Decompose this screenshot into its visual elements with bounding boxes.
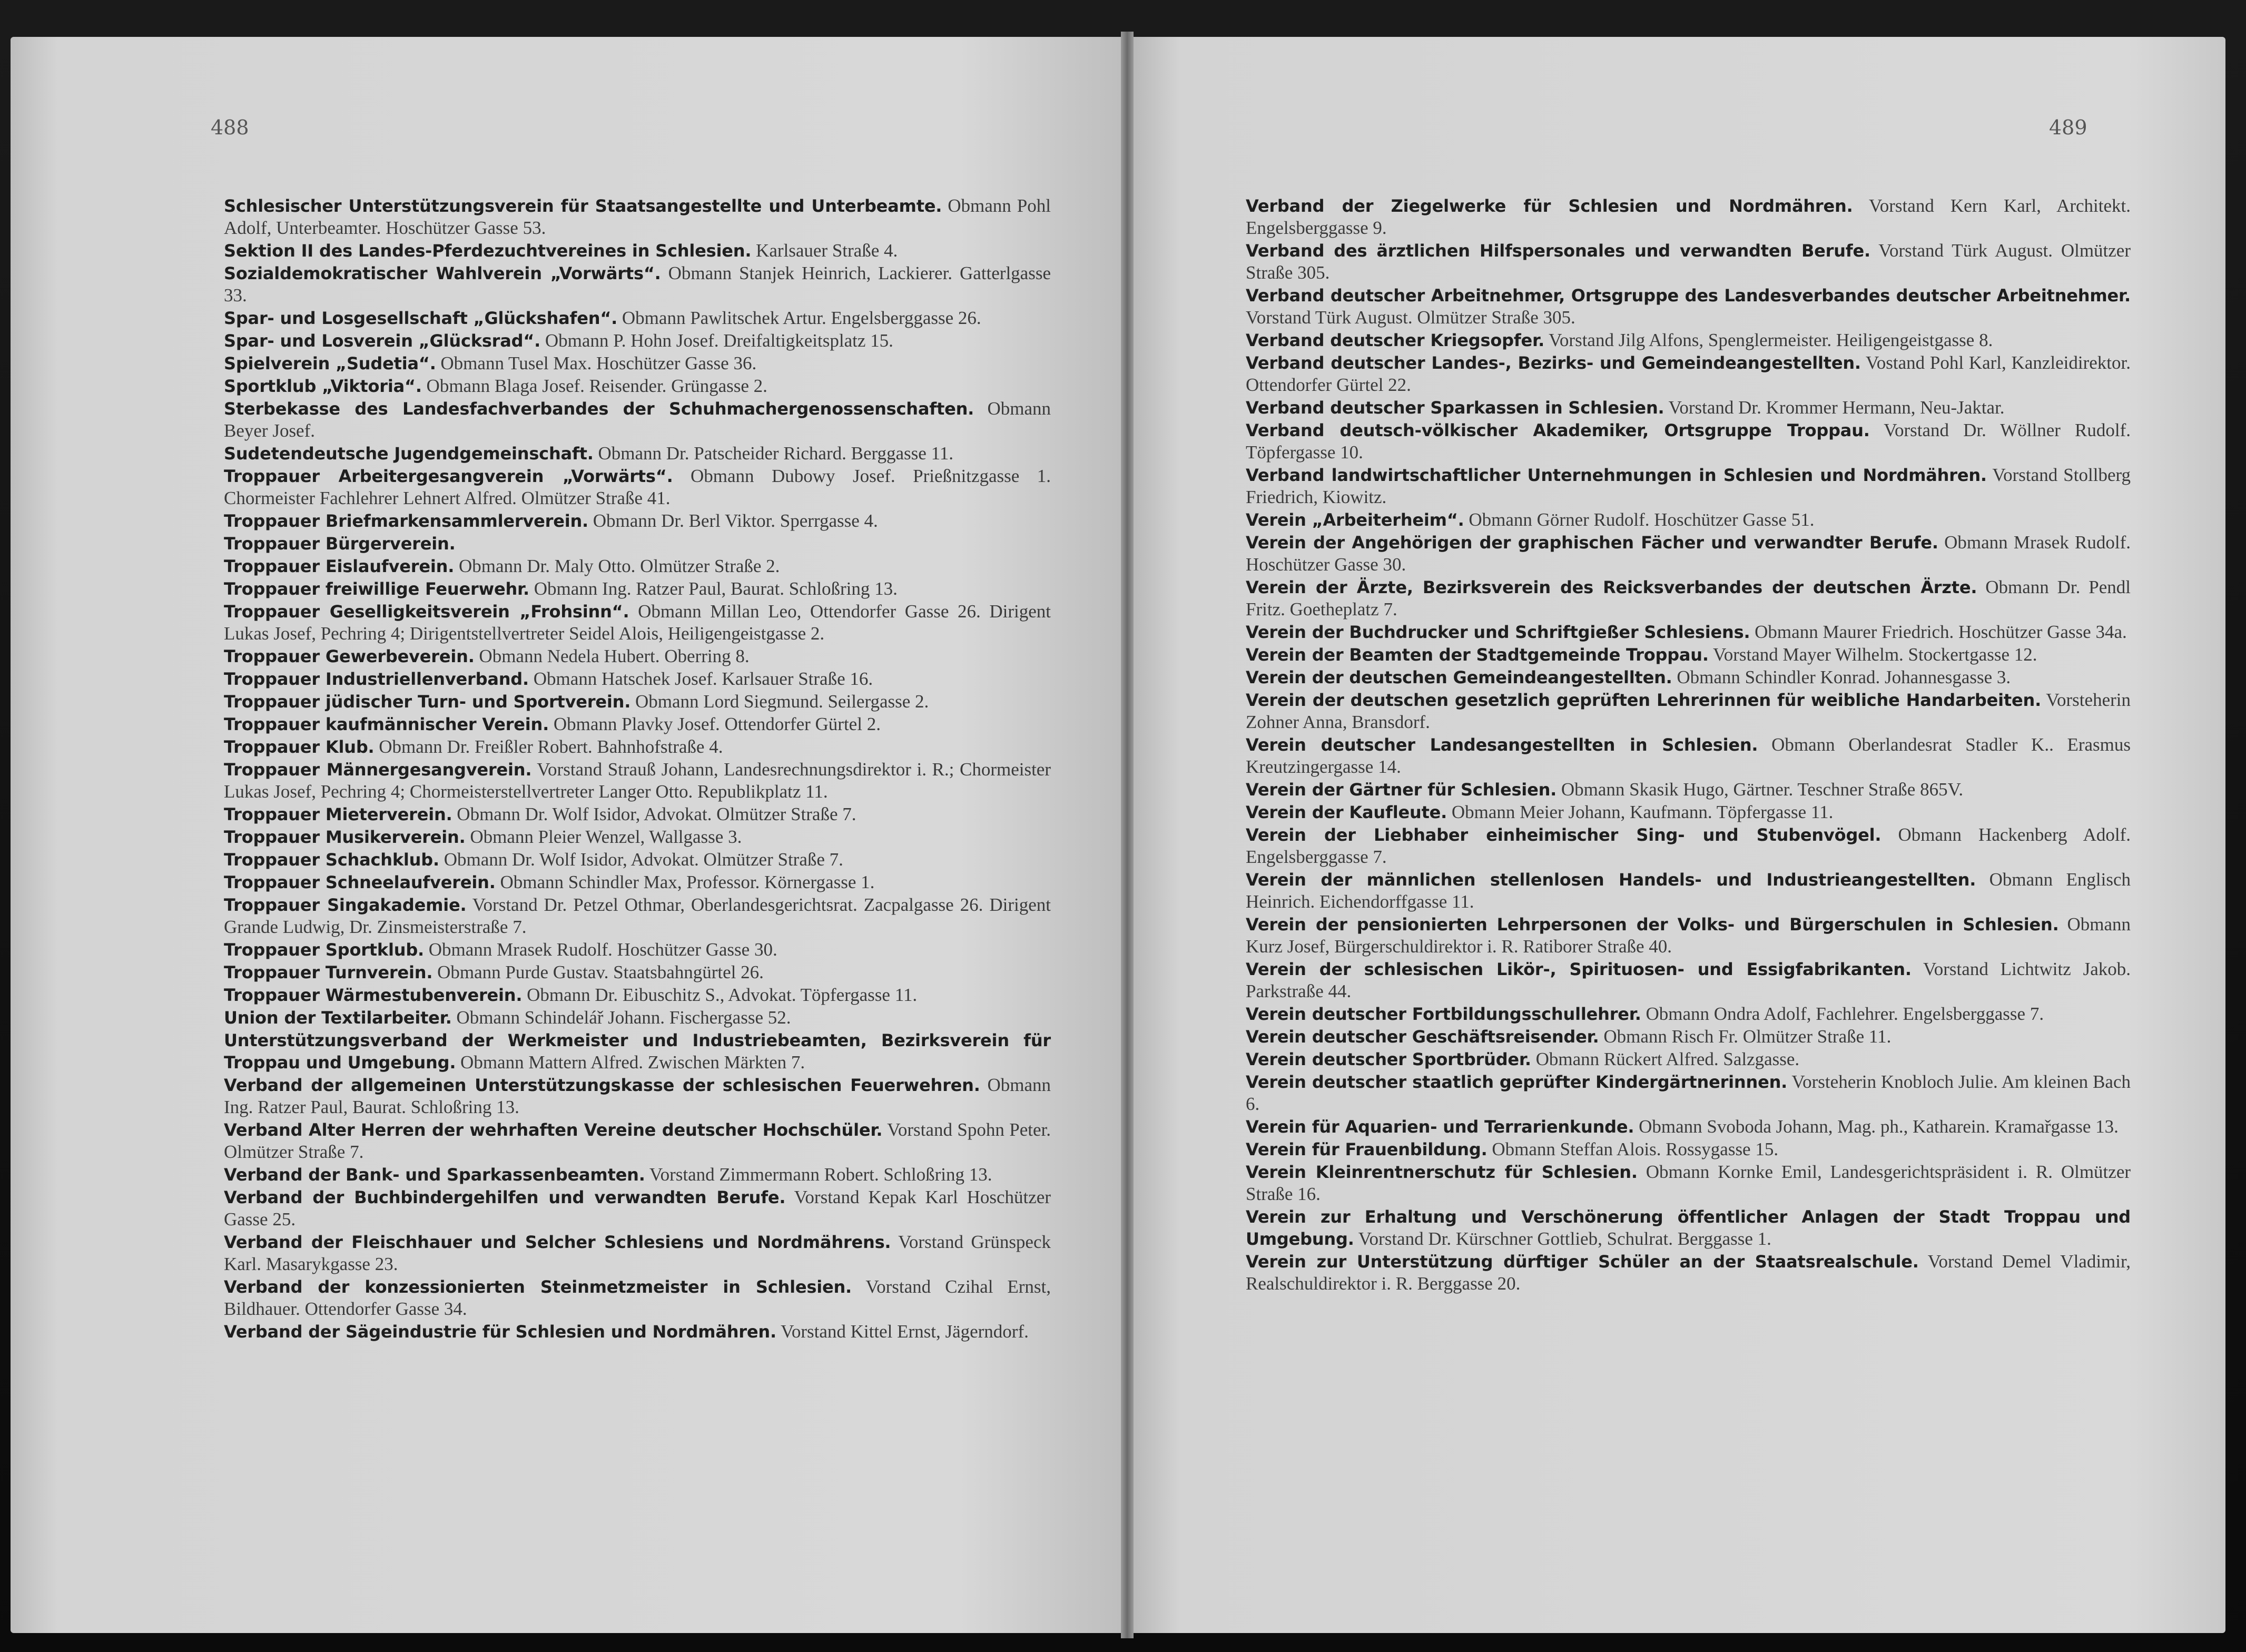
directory-entry — [224, 713, 1051, 735]
directory-entry — [224, 759, 1051, 803]
entry-title: Verband der allgemeinen Unterstützungskasse der schlesischen Feuerwehren. — [224, 1075, 980, 1095]
directory-entry — [224, 736, 1051, 758]
entry-title: Verein zur Unterstützung dürftiger Schüler an der Staatsrealschule. — [1246, 1252, 1919, 1272]
entry-details: Obmann Dr. Freißler Robert. Bahnhofstraße 4. — [379, 736, 723, 757]
directory-entry — [1246, 1206, 2131, 1250]
entry-title: Verein Kleinrentnerschutz für Schlesien. — [1246, 1162, 1638, 1182]
entry-details: Vorstand Kern Karl, Architekt. Engelsberggasse 9. — [1246, 195, 2131, 238]
entry-details: Vorstand Spohn Peter. Olmützer Straße 7. — [224, 1119, 1051, 1162]
entry-title: Verein „Arbeiterheim“. — [1246, 510, 1464, 530]
entry-title: Verein der Angehörigen der graphischen Fächer und verwandter Berufe. — [1246, 533, 1938, 553]
entry-details: Obmann Pawlitschek Artur. Engelsberggasse 26. — [622, 308, 981, 328]
directory-entry — [1246, 689, 2131, 733]
entry-title: Verein deutscher Landesangestellten in Schlesien. — [1246, 735, 1758, 755]
entry-title: Troppauer Klub. — [224, 737, 375, 757]
entry-details: Obmann Pohl Adolf, Unterbeamter. Hoschützer Gasse 53. — [224, 195, 1051, 238]
entry-details: Obmann Dr. Wolf Isidor, Advokat. Olmützer Straße 7. — [457, 804, 856, 824]
entry-details: Obmann Steffan Alois. Rossygasse 15. — [1492, 1139, 1779, 1159]
entry-title: Troppauer Mieterverein. — [224, 804, 452, 824]
entry-title: Verein für Aquarien- und Terrarienkunde. — [1246, 1117, 1634, 1137]
entry-title: Verein der Gärtner für Schlesien. — [1246, 780, 1557, 800]
directory-entry — [1246, 621, 2131, 643]
entry-title: Verband deutsch-völkischer Akademiker, Ortsgruppe Troppau. — [1246, 420, 1870, 440]
entry-details: Vorstand Strauß Johann, Landesrechnungsdirektor i. R.; Chormeister Lukas Josef, Pechring 4; Chormeisterstellvertreter Langer Otto. Republikplatz 11. — [224, 759, 1051, 802]
directory-entry — [224, 984, 1051, 1006]
directory-entry — [224, 1074, 1051, 1118]
directory-entry — [224, 1231, 1051, 1275]
entry-details: Vorstand Czihal Ernst, Bildhauer. Ottendorfer Gasse 34. — [224, 1276, 1051, 1319]
directory-entry — [1246, 1116, 2131, 1138]
entry-details: Obmann Dr. Eibuschitz S., Advokat. Töpfergasse 11. — [527, 985, 918, 1005]
entry-details: Obmann Tusel Max. Hoschützer Gasse 36. — [440, 353, 757, 373]
directory-entry — [1246, 1161, 2131, 1205]
directory-entry — [1246, 869, 2131, 913]
entry-details: Vorstand Lichtwitz Jakob. Parkstraße 44. — [1246, 959, 2131, 1001]
entry-title: Union der Textilarbeiter. — [224, 1008, 452, 1028]
entry-title: Verband der Ziegelwerke für Schlesien und Nordmähren. — [1246, 196, 1853, 216]
entry-title: Troppauer Arbeitergesangverein „Vorwärts“. — [224, 466, 673, 486]
directory-entry — [224, 826, 1051, 848]
directory-entry — [224, 1029, 1051, 1074]
entry-details: Obmann Stanjek Heinrich, Lackierer. Gatterlgasse 33. — [224, 263, 1051, 306]
entry-details: Obmann Skasik Hugo, Gärtner. Teschner Straße 865V. — [1561, 779, 1964, 800]
entry-title: Verein der schlesischen Likör-, Spirituosen- und Essigfabrikanten. — [1246, 959, 1912, 979]
entry-title: Troppauer Sportklub. — [224, 940, 425, 960]
entry-title: Troppauer jüdischer Turn- und Sportverein. — [224, 692, 631, 712]
entry-details: Vorstand Mayer Wilhelm. Stockertgasse 12. — [1712, 644, 2037, 665]
entry-title: Verein deutscher Fortbildungsschullehrer. — [1246, 1004, 1641, 1024]
entry-details: Obmann Dr. Wolf Isidor, Advokat. Olmützer Straße 7. — [444, 849, 843, 870]
directory-entry — [224, 1119, 1051, 1163]
entry-details: Vorstand Kittel Ernst, Jägerndorf. — [781, 1321, 1029, 1342]
entry-details: Obmann Kurz Josef, Bürgerschuldirektor i. R. Ratiborer Straße 40. — [1246, 914, 2131, 957]
directory-entry — [1246, 419, 2131, 464]
directory-entry — [224, 894, 1051, 938]
entry-title: Troppauer Industriellenverband. — [224, 669, 529, 689]
entry-title: Spielverein „Sudetia“. — [224, 353, 436, 373]
entry-details: Obmann Ing. Ratzer Paul, Baurat. Schloßring 13. — [224, 1075, 1051, 1117]
directory-entry — [1246, 801, 2131, 823]
entry-title: Verband des ärztlichen Hilfspersonales und verwandten Berufe. — [1246, 241, 1870, 261]
directory-entry — [1246, 284, 2131, 329]
entry-details: Vorstand Jilg Alfons, Spenglermeister. Heiligengeistgasse 8. — [1549, 330, 1993, 350]
directory-entry — [224, 1276, 1051, 1320]
entry-details: Karlsauer Straße 4. — [756, 240, 898, 261]
entry-details: Obmann Hackenberg Adolf. Engelsberggasse 7. — [1246, 824, 2131, 867]
entry-title: Troppauer Singakademie. — [224, 895, 467, 915]
directory-entry — [1246, 352, 2131, 396]
entry-details: Vorstand Demel Vladimir, Realschuldirektor i. R. Berggasse 20. — [1246, 1251, 2131, 1294]
entry-details: Obmann Schindelář Johann. Fischergasse 52. — [456, 1007, 791, 1028]
entry-title: Verband deutscher Sparkassen in Schlesien. — [1246, 398, 1664, 418]
entry-details: Vorstand Dr. Wöllner Rudolf. Töpfergasse 10. — [1246, 420, 2131, 463]
entry-title: Troppauer Schachklub. — [224, 850, 439, 870]
entry-details: Vorstand Dr. Kürschner Gottlieb, Schulrat. Berggasse 1. — [1358, 1228, 1771, 1249]
directory-entry — [1246, 644, 2131, 666]
entry-details: Obmann Millan Leo, Ottendorfer Gasse 26. Dirigent Lukas Josef, Pechring 4; Dirigentstellvertreter Seidel Alois, Heiligengeistgasse 2. — [224, 601, 1051, 644]
entry-details: Obmann Mattern Alfred. Zwischen Märkten 7. — [460, 1052, 805, 1073]
entry-title: Spar- und Losgesellschaft „Glückshafen“. — [224, 308, 618, 328]
entry-details: Obmann Schindler Max, Professor. Körnergasse 1. — [500, 872, 875, 892]
directory-entry — [224, 330, 1051, 352]
entry-title: Verein deutscher staatlich geprüfter Kindergärtnerinnen. — [1246, 1072, 1788, 1092]
entry-title: Verband deutscher Kriegsopfer. — [1246, 330, 1545, 350]
entry-details: Vorstand Kepak Karl Hoschützer Gasse 25. — [224, 1187, 1051, 1230]
entry-details: Obmann Ing. Ratzer Paul, Baurat. Schloßring 13. — [534, 578, 898, 599]
directory-entry — [224, 465, 1051, 509]
directory-entry — [224, 849, 1051, 871]
directory-entry — [1246, 913, 2131, 958]
entry-details: Vorsteherin Knobloch Julie. Am kleinen Bach 6. — [1246, 1071, 2131, 1114]
directory-entry — [224, 195, 1051, 239]
entry-title: Verband der Sägeindustrie für Schlesien und Nordmähren. — [224, 1322, 776, 1342]
directory-entry — [224, 668, 1051, 690]
entry-title: Troppauer Turnverein. — [224, 962, 433, 982]
entry-title: Verband deutscher Arbeitnehmer, Ortsgruppe des Landesverbandes deutscher Arbeitnehmer. — [1246, 286, 2131, 306]
entry-details: Obmann Rückert Alfred. Salzgasse. — [1535, 1049, 1800, 1069]
directory-entry — [1246, 195, 2131, 239]
entry-details: Obmann Mrasek Rudolf. Hoschützer Gasse 30. — [428, 939, 777, 960]
directory-entry — [1246, 958, 2131, 1002]
page-number-right: 489 — [2049, 116, 2087, 139]
directory-entry — [224, 578, 1051, 600]
entry-title: Troppauer Eislaufverein. — [224, 556, 455, 576]
entry-title: Verband der konzessionierten Steinmetzmeister in Schlesien. — [224, 1277, 852, 1297]
entry-details: Obmann Schindler Konrad. Johannesgasse 3. — [1677, 667, 2011, 687]
entry-details: Obmann Englisch Heinrich. Eichendorffgasse 11. — [1246, 869, 2131, 912]
entry-details: Obmann Dr. Maly Otto. Olmützer Straße 2. — [458, 556, 780, 576]
entry-title: Sozialdemokratischer Wahlverein „Vorwärts“. — [224, 263, 661, 283]
directory-entry — [224, 555, 1051, 577]
entry-details: Obmann Meier Johann, Kaufmann. Töpfergasse 11. — [1451, 802, 1834, 822]
directory-entry — [1246, 509, 2131, 531]
directory-entry — [224, 533, 1051, 555]
directory-entry — [1246, 1048, 2131, 1070]
directory-entry — [224, 645, 1051, 667]
entry-title: Sterbekasse des Landesfachverbandes der Schuhmachergenossenschaften. — [224, 399, 974, 419]
entry-details: Obmann Pleier Wenzel, Wallgasse 3. — [470, 827, 742, 847]
entry-title: Verband landwirtschaftlicher Unternehmungen in Schlesien und Nordmähren. — [1246, 465, 1987, 485]
entry-title: Troppauer Geselligkeitsverein „Frohsinn“. — [224, 602, 629, 622]
entry-title: Troppauer Musikerverein. — [224, 827, 466, 847]
entry-title: Verband der Bank- und Sparkassenbeamten. — [224, 1165, 645, 1185]
entry-details: Vorstand Türk August. Olmützer Straße 305. — [1246, 240, 2131, 283]
directory-entry — [224, 961, 1051, 984]
entry-details: Obmann Görner Rudolf. Hoschützer Gasse 51. — [1469, 509, 1815, 530]
entry-title: Verein der Ärzte, Bezirksverein des Reicksverbandes der deutschen Ärzte. — [1246, 577, 1977, 597]
directory-entry — [224, 691, 1051, 713]
directory-entry — [224, 510, 1051, 532]
entry-title: Schlesischer Unterstützungsverein für Staatsangestellte und Unterbeamte. — [224, 196, 942, 216]
directory-entry — [224, 871, 1051, 893]
entry-title: Verein der männlichen stellenlosen Handels- und Industrieangestellten. — [1246, 870, 1976, 890]
entry-details: Obmann Oberlandesrat Stadler K.. Erasmus Kreutzingergasse 14. — [1246, 734, 2131, 777]
entry-details: Obmann Mrasek Rudolf. Hoschützer Gasse 30. — [1246, 532, 2131, 575]
entry-title: Verein für Frauenbildung. — [1246, 1139, 1488, 1159]
entry-title: Verband der Buchbindergehilfen und verwandten Berufe. — [224, 1187, 786, 1207]
right-entry-list — [1246, 195, 2131, 1295]
entry-title: Troppauer Briefmarkensammlerverein. — [224, 511, 589, 531]
entry-title: Troppauer Gewerbeverein. — [224, 646, 475, 666]
entry-details: Vorstand Dr. Petzel Othmar, Oberlandesgerichtsrat. Zacpalgasse 26. Dirigent Grande Ludwig, Dr. Zinsmeisterstraße 7. — [224, 894, 1051, 937]
entry-details: Obmann Dr. Patscheider Richard. Berggasse 11. — [598, 443, 954, 464]
directory-entry — [1246, 329, 2131, 351]
entry-details: Obmann Risch Fr. Olmützer Straße 11. — [1603, 1026, 1892, 1047]
entry-details: Obmann P. Hohn Josef. Dreifaltigkeitsplatz 15. — [545, 330, 893, 351]
directory-entry — [224, 262, 1051, 307]
entry-title: Verein der deutschen Gemeindeangestellten. — [1246, 667, 1672, 687]
entry-title: Verein der deutschen gesetzlich geprüften Lehrerinnen für weibliche Handarbeiten. — [1246, 690, 2042, 710]
entry-details: Vorsteherin Zohner Anna, Bransdorf. — [1246, 690, 2131, 732]
entry-details: Obmann Dr. Pendl Fritz. Goetheplatz 7. — [1246, 577, 2131, 620]
directory-entry — [224, 1007, 1051, 1029]
entry-title: Verein deutscher Geschäftsreisender. — [1246, 1027, 1599, 1047]
entry-title: Verein der Kaufleute. — [1246, 802, 1447, 822]
entry-details: Obmann Plavky Josef. Ottendorfer Gürtel 2. — [553, 714, 881, 734]
directory-entry — [224, 1186, 1051, 1231]
entry-title: Sudetendeutsche Jugendgemeinschaft. — [224, 444, 594, 464]
entry-title: Verein der pensionierten Lehrpersonen der Volks- und Bürgerschulen in Schlesien. — [1246, 914, 2059, 935]
entry-title: Verband Alter Herren der wehrhaften Vereine deutscher Hochschüler. — [224, 1120, 883, 1140]
right-page — [1127, 37, 2225, 1633]
directory-entry — [1246, 397, 2131, 419]
entry-title: Troppauer kaufmännischer Verein. — [224, 714, 549, 734]
entry-details: Vorstand Zimmermann Robert. Schloßring 13. — [649, 1164, 992, 1185]
entry-details: Obmann Nedela Hubert. Oberring 8. — [479, 646, 750, 666]
entry-details: Obmann Kornke Emil, Landesgerichtspräsident i. R. Olmützer Straße 16. — [1246, 1162, 2131, 1204]
directory-entry — [1246, 576, 2131, 621]
entry-details: Obmann Purde Gustav. Staatsbahngürtel 26. — [437, 962, 764, 982]
directory-entry — [1246, 734, 2131, 778]
entry-details: Obmann Lord Siegmund. Seilergasse 2. — [635, 691, 929, 712]
book-gutter — [1121, 32, 1134, 1638]
entry-details: Obmann Beyer Josef. — [224, 398, 1051, 441]
directory-entry — [1246, 532, 2131, 576]
directory-entry — [1246, 1003, 2131, 1025]
entry-title: Verband der Fleischhauer und Selcher Schlesiens und Nordmährens. — [224, 1232, 891, 1252]
directory-entry — [1246, 779, 2131, 801]
entry-details: Obmann Dubowy Josef. Prießnitzgasse 1. Chormeister Fachlehrer Lehnert Alfred. Olmützer Straße 41. — [224, 466, 1051, 508]
entry-details: Vostand Pohl Karl, Kanzleidirektor. Ottendorfer Gürtel 22. — [1246, 352, 2131, 395]
entry-title: Unterstützungsverband der Werkmeister und Industriebeamten, Bezirksverein für Troppau und Umgebung. — [224, 1030, 1051, 1073]
entry-title: Verein der Buchdrucker und Schriftgießer Schlesiens. — [1246, 622, 1750, 642]
entry-details: Vorstand Grünspeck Karl. Masarykgasse 23. — [224, 1232, 1051, 1274]
entry-title: Troppauer freiwillige Feuerwehr. — [224, 579, 530, 599]
directory-entry — [1246, 1138, 2131, 1161]
entry-details: Obmann Dr. Berl Viktor. Sperrgasse 4. — [593, 510, 878, 531]
directory-entry — [224, 352, 1051, 375]
directory-entry — [224, 939, 1051, 961]
directory-entry — [1246, 1071, 2131, 1115]
directory-entry — [1246, 240, 2131, 284]
directory-entry — [224, 375, 1051, 397]
directory-entry — [224, 803, 1051, 825]
entry-title: Sektion II des Landes-Pferdezuchtvereines in Schlesien. — [224, 241, 752, 261]
page-number-left: 488 — [211, 116, 249, 139]
entry-details: Vorstand Dr. Krommer Hermann, Neu-Jaktar. — [1668, 397, 2005, 418]
entry-title: Troppauer Bürgerverein. — [224, 534, 456, 554]
entry-title: Verein zur Erhaltung und Verschönerung öffentlicher Anlagen der Stadt Troppau und Umgebung. — [1246, 1207, 2131, 1249]
entry-title: Verband deutscher Landes-, Bezirks- und Gemeindeangestellten. — [1246, 353, 1861, 373]
directory-entry — [224, 1321, 1051, 1343]
directory-entry — [1246, 1251, 2131, 1295]
entry-title: Verein der Beamten der Stadtgemeinde Troppau. — [1246, 645, 1709, 665]
entry-details: Obmann Hatschek Josef. Karlsauer Straße 16. — [533, 668, 873, 689]
entry-details: Vorstand Stollberg Friedrich, Kiowitz. — [1246, 465, 2131, 507]
entry-details: Obmann Blaga Josef. Reisender. Grüngasse 2. — [426, 376, 767, 396]
entry-title: Spar- und Losverein „Glücksrad“. — [224, 331, 541, 351]
directory-entry — [224, 307, 1051, 329]
left-page — [11, 37, 1127, 1633]
directory-entry — [224, 442, 1051, 465]
directory-entry — [1246, 824, 2131, 868]
entry-details: Obmann Maurer Friedrich. Hoschützer Gasse 34a. — [1755, 622, 2127, 642]
entry-details: Obmann Svoboda Johann, Mag. ph., Katharein. Kramařgasse 13. — [1639, 1116, 2119, 1137]
directory-entry — [224, 240, 1051, 262]
directory-entry — [1246, 1026, 2131, 1048]
entry-title: Verein der Liebhaber einheimischer Sing- und Stubenvögel. — [1246, 825, 1881, 845]
entry-details: Vorstand Türk August. Olmützer Straße 305. — [1246, 307, 1575, 328]
directory-entry — [1246, 666, 2131, 689]
entry-title: Sportklub „Viktoria“. — [224, 376, 422, 396]
entry-title: Verein deutscher Sportbrüder. — [1246, 1049, 1531, 1069]
directory-entry — [224, 601, 1051, 645]
entry-title: Troppauer Wärmestubenverein. — [224, 985, 523, 1005]
directory-entry — [1246, 464, 2131, 508]
left-entry-list — [224, 195, 1051, 1343]
entry-title: Troppauer Schneelaufverein. — [224, 872, 496, 892]
directory-entry — [224, 398, 1051, 442]
entry-details: Obmann Ondra Adolf, Fachlehrer. Engelsberggasse 7. — [1646, 1004, 2044, 1024]
directory-entry — [224, 1164, 1051, 1186]
entry-title: Troppauer Männergesangverein. — [224, 760, 532, 780]
